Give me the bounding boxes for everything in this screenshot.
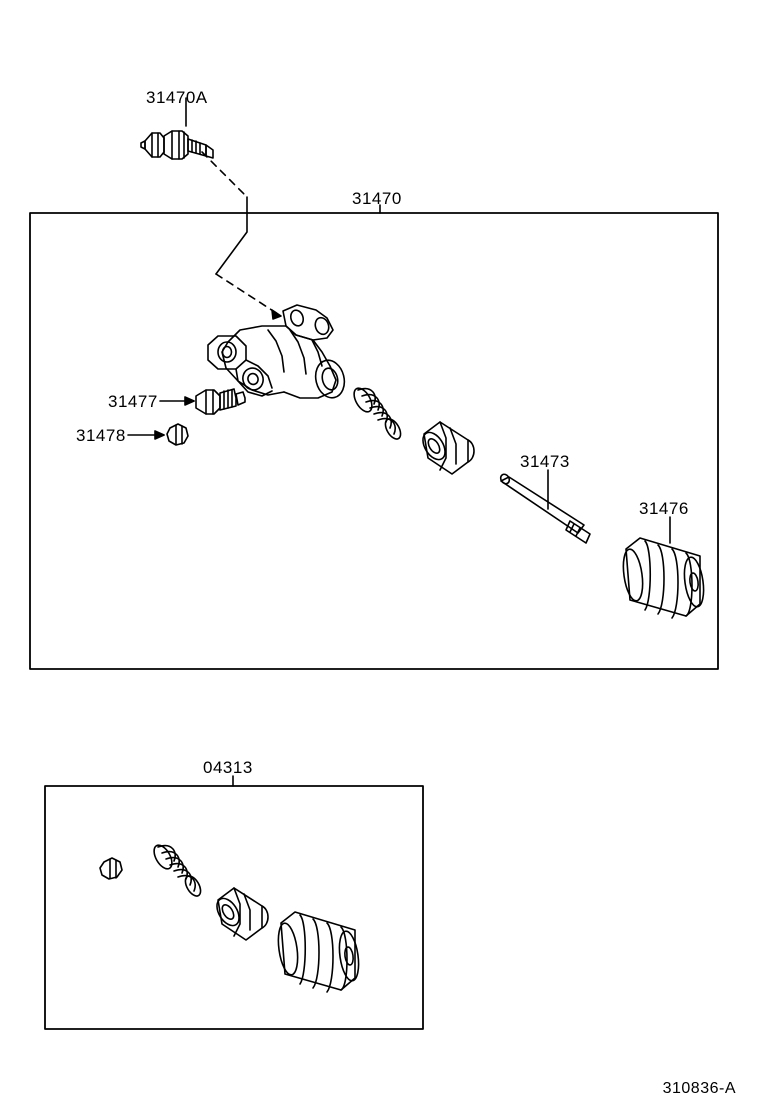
part-spring-main <box>350 385 403 441</box>
kit-part-spring <box>150 842 203 898</box>
part-31470-release-cylinder-body <box>208 305 348 401</box>
part-31476-boot <box>620 538 706 618</box>
kit-part-piston <box>212 888 268 940</box>
part-31473-push-rod <box>499 473 590 543</box>
part-label-31470a: 31470A <box>146 88 208 107</box>
group-box-31470 <box>30 213 718 669</box>
part-label-31477: 31477 <box>108 392 158 411</box>
leader-31477-arrow <box>185 397 194 405</box>
kit-part-cap <box>100 858 122 879</box>
part-label-31470: 31470 <box>352 189 402 208</box>
leader-31478-arrow <box>155 431 164 439</box>
part-31478-bleeder-cap <box>167 424 188 445</box>
part-31470a-bleeder-screw <box>141 131 213 159</box>
diagram-footer-code: 310836-A <box>662 1080 736 1097</box>
part-label-04313: 04313 <box>203 758 253 777</box>
kit-part-boot <box>275 912 361 992</box>
part-label-31473: 31473 <box>520 452 570 471</box>
callout-bracket-31470a <box>216 197 247 274</box>
part-label-31478: 31478 <box>76 426 126 445</box>
callout-dashed-31470a <box>202 152 281 316</box>
part-31477-bleeder-plug <box>196 389 245 414</box>
part-label-31476: 31476 <box>639 499 689 518</box>
callout-arrowhead <box>272 310 281 319</box>
group-box-04313 <box>45 786 423 1029</box>
part-piston-main <box>418 422 474 474</box>
